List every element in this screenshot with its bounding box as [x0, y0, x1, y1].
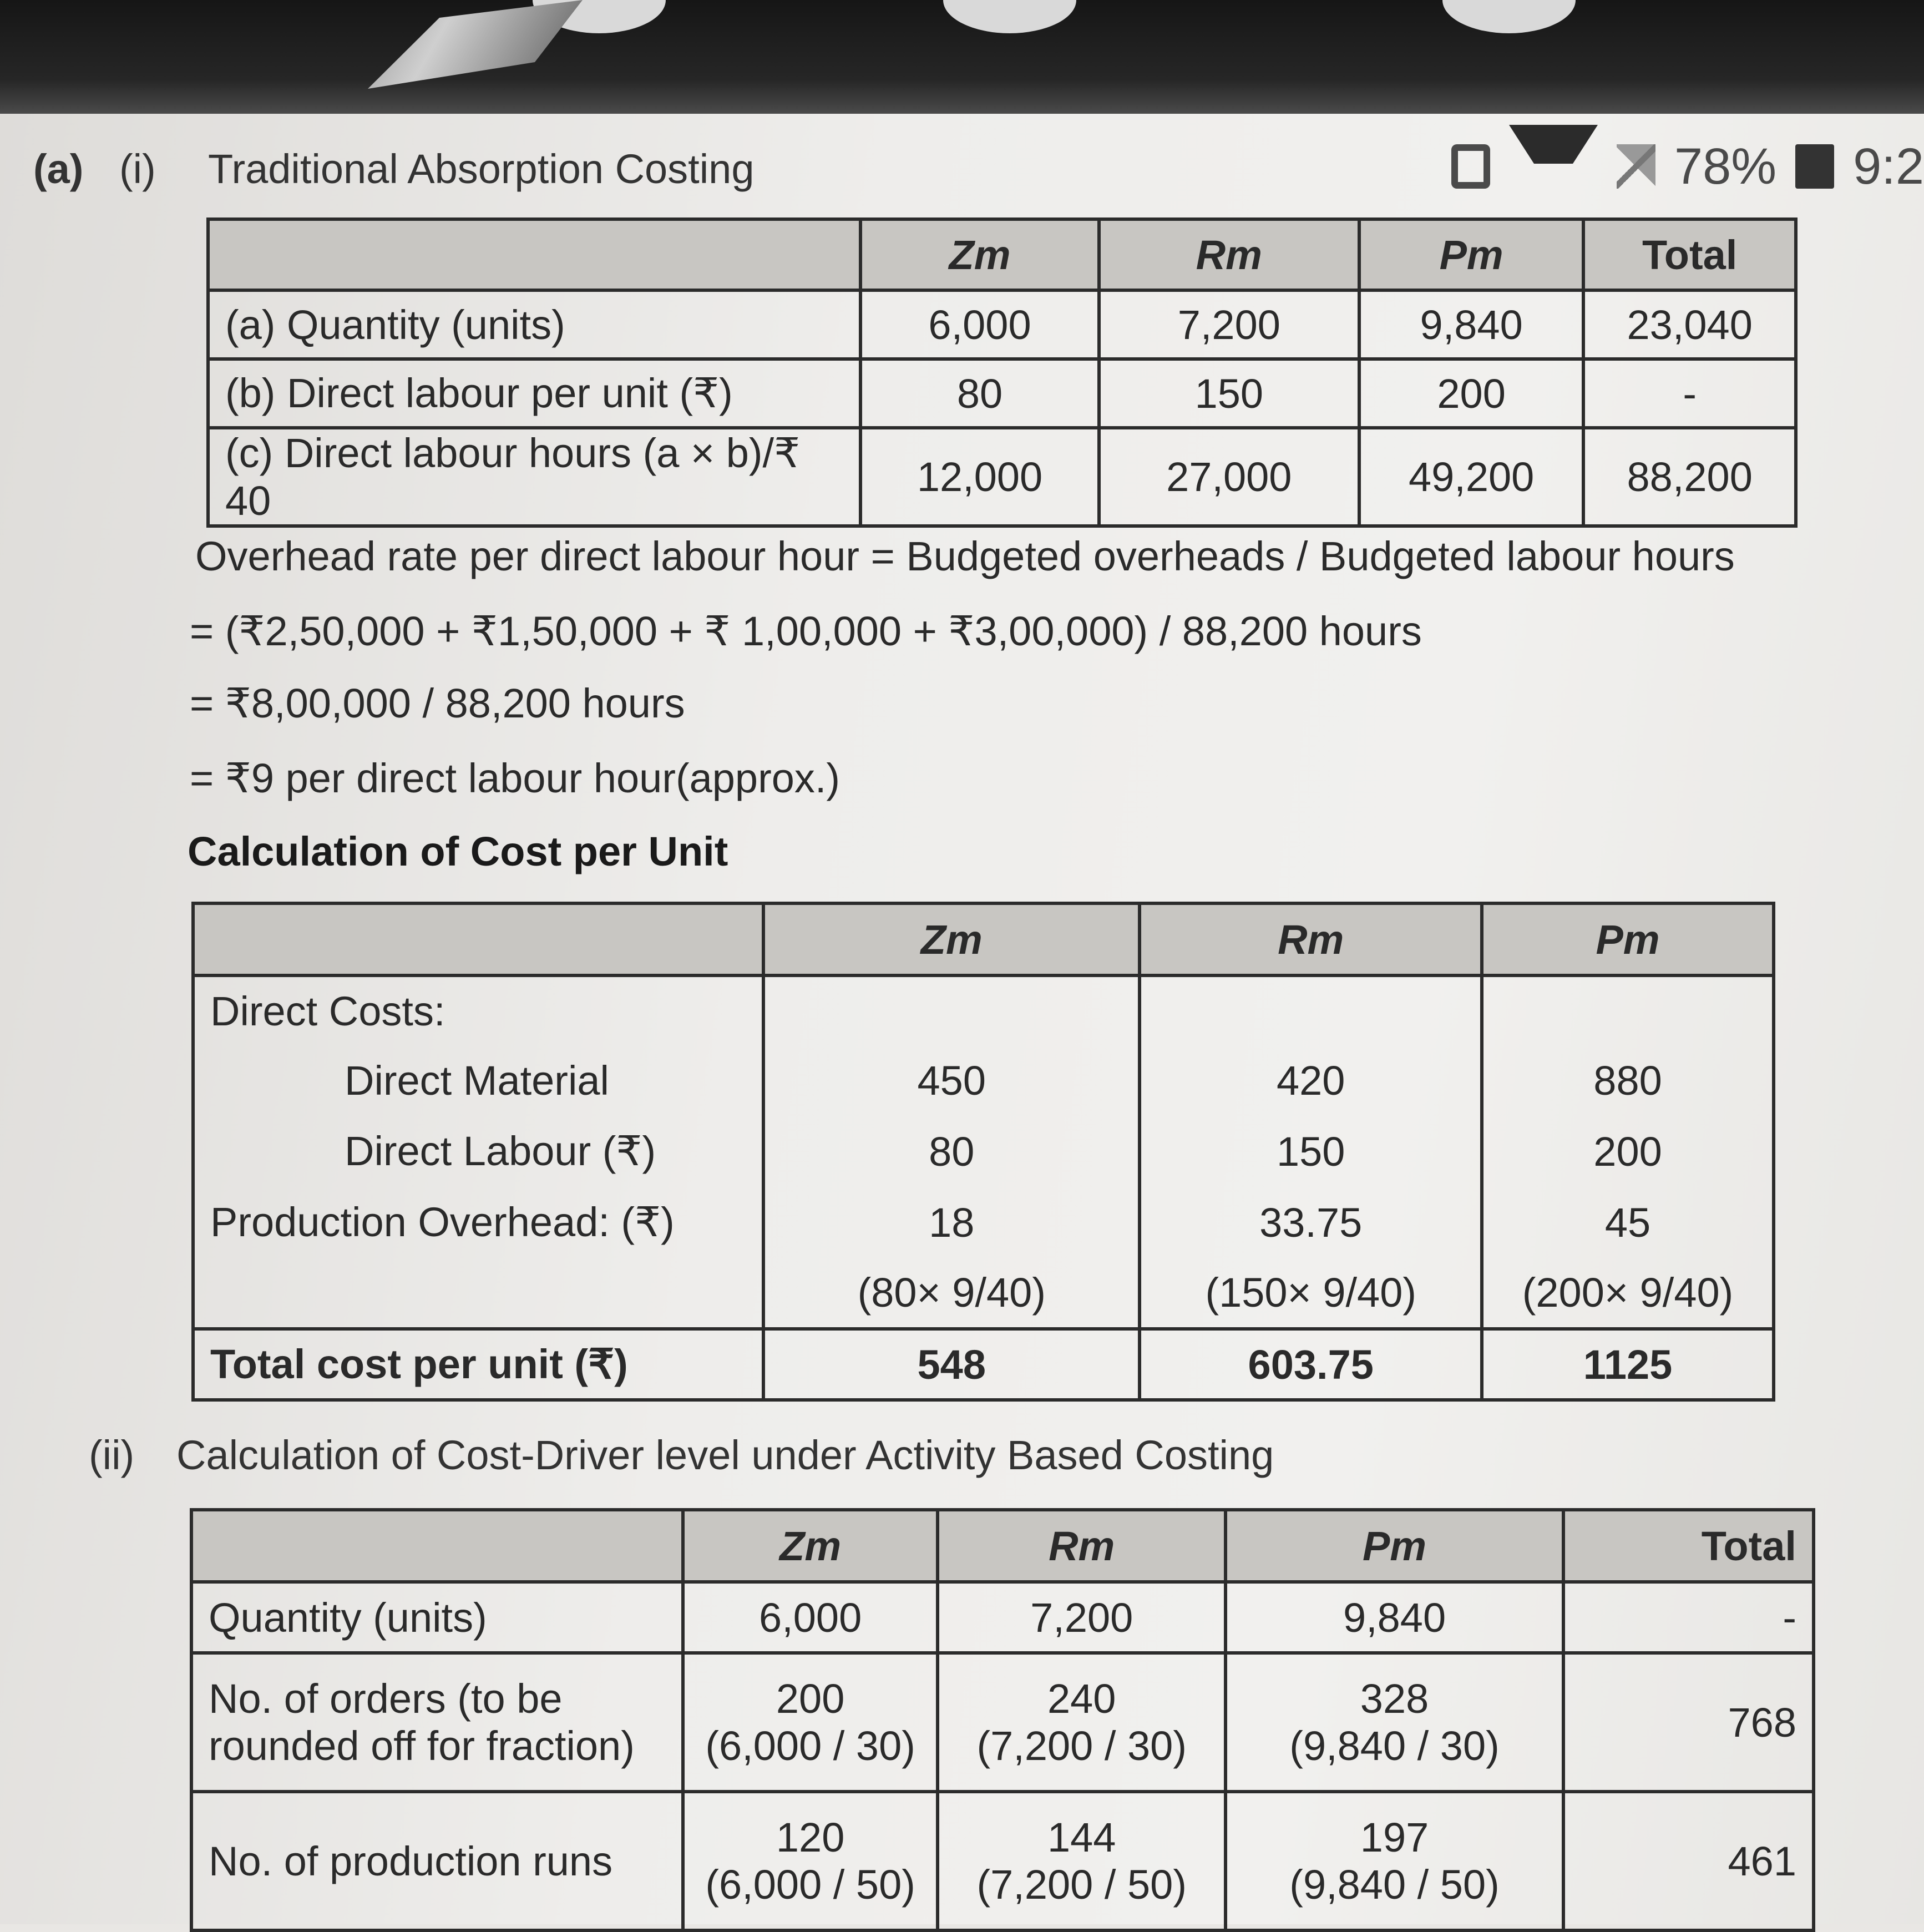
- table-cell: 33.75: [1140, 1187, 1482, 1258]
- cost-per-unit-title: Calculation of Cost per Unit: [188, 828, 728, 874]
- cell-value: 144: [1047, 1814, 1116, 1860]
- table-cell: (200× 9/40): [1482, 1258, 1774, 1329]
- decorative-shape: [344, 0, 583, 89]
- row-label: (c) Direct labour hours (a × b)/₹ 40: [208, 428, 860, 526]
- table-header: Total: [1583, 219, 1796, 290]
- camera-top-edge: [0, 0, 1924, 114]
- table-row: [208, 290, 1796, 359]
- table-cell: 200: [1359, 359, 1583, 428]
- cost-per-unit-table: [191, 902, 1775, 1402]
- row-label: Total cost per unit (₹): [193, 1329, 763, 1400]
- row-label: (b) Direct labour per unit (₹): [208, 359, 860, 428]
- table-cell: 7,200: [1099, 290, 1359, 359]
- cell-formula: (6,000 / 50): [705, 1862, 915, 1908]
- table-header: Rm: [1099, 219, 1359, 290]
- row-label: (a) Quantity (units): [208, 290, 860, 359]
- table-cell: 9,840: [1226, 1582, 1563, 1653]
- cell-formula: (7,200 / 30): [976, 1723, 1187, 1769]
- table-header: Pm: [1482, 903, 1774, 975]
- table-cell: [683, 1792, 938, 1930]
- overhead-rate-line: = ₹9 per direct labour hour(approx.): [190, 755, 841, 801]
- table-header: Zm: [683, 1510, 938, 1582]
- table-row: [193, 975, 1774, 1045]
- table-cell: 9,840: [1359, 290, 1583, 359]
- subsection-label: (i): [119, 146, 156, 192]
- table-cell: (80× 9/40): [763, 1258, 1140, 1329]
- row-label: Direct Labour (₹): [193, 1116, 763, 1187]
- overhead-rate-line: = ₹8,00,000 / 88,200 hours: [190, 680, 685, 726]
- no-signal-icon: [1617, 144, 1655, 189]
- table-cell: [938, 1653, 1226, 1792]
- cell-formula: (7,200 / 50): [976, 1862, 1187, 1908]
- cell-formula: (9,840 / 50): [1289, 1862, 1500, 1908]
- table-cell: -: [1563, 1582, 1814, 1653]
- row-label: [191, 1653, 683, 1792]
- table-cell: 12,000: [860, 428, 1098, 526]
- table-cell: 880: [1482, 1045, 1774, 1116]
- table-header: [191, 1510, 683, 1582]
- cell-value: 200: [776, 1676, 845, 1722]
- table-cell: 80: [860, 359, 1098, 428]
- table-header: Pm: [1359, 219, 1583, 290]
- table-row: [208, 359, 1796, 428]
- row-label: Production Overhead: (₹): [193, 1187, 763, 1258]
- row-label-line: rounded off for fraction): [209, 1723, 635, 1769]
- table-cell: 150: [1099, 359, 1359, 428]
- table-cell: [683, 1653, 938, 1792]
- table-header: Rm: [938, 1510, 1226, 1582]
- total-row: [193, 1329, 1774, 1400]
- table-row: [208, 428, 1796, 526]
- section-heading: Calculation of Cost-Driver level under Activity Based Costing: [176, 1432, 1274, 1478]
- row-label: No. of production runs: [191, 1792, 683, 1930]
- section-heading: Traditional Absorption Costing: [208, 146, 755, 192]
- table-header: [208, 219, 860, 290]
- overhead-rate-line: Overhead rate per direct labour hour = Budgeted overheads / Budgeted labour hours: [195, 533, 1735, 579]
- row-label: Direct Material: [193, 1045, 763, 1116]
- table-cell: 200: [1482, 1116, 1774, 1187]
- cost-driver-table: [190, 1508, 1815, 1932]
- table-row: [193, 1116, 1774, 1187]
- table-row: [191, 1582, 1814, 1653]
- table-cell: 23,040: [1583, 290, 1796, 359]
- table-cell: 1125: [1482, 1329, 1774, 1400]
- table-header: [193, 903, 763, 975]
- decorative-shape: [943, 0, 1076, 33]
- table-header: Pm: [1226, 1510, 1563, 1582]
- wifi-icon: [1509, 125, 1598, 208]
- section-label: (a): [33, 146, 84, 192]
- table-cell: [1226, 1792, 1563, 1930]
- table-header: Zm: [763, 903, 1140, 975]
- table-cell: 45: [1482, 1187, 1774, 1258]
- cell-value: 197: [1360, 1814, 1429, 1860]
- table-cell: 450: [763, 1045, 1140, 1116]
- table-cell: 7,200: [938, 1582, 1226, 1653]
- labour-hours-table: [206, 218, 1798, 528]
- table-cell: 461: [1563, 1792, 1814, 1930]
- table-cell: (150× 9/40): [1140, 1258, 1482, 1329]
- table-row: [191, 1792, 1814, 1930]
- table-cell: 603.75: [1140, 1329, 1482, 1400]
- table-cell: 6,000: [683, 1582, 938, 1653]
- status-bar: [1451, 136, 1924, 197]
- vibrate-icon: [1451, 144, 1490, 189]
- subsection-label: (ii): [89, 1432, 135, 1478]
- table-header: Total: [1563, 1510, 1814, 1582]
- table-header: Zm: [860, 219, 1098, 290]
- clock: 9:2: [1853, 138, 1924, 195]
- battery-icon: [1795, 144, 1834, 189]
- table-cell: 27,000: [1099, 428, 1359, 526]
- row-label: Quantity (units): [191, 1582, 683, 1653]
- table-cell: 18: [763, 1187, 1140, 1258]
- cell-value: 120: [776, 1814, 845, 1860]
- table-cell: [938, 1792, 1226, 1930]
- table-cell: 420: [1140, 1045, 1482, 1116]
- table-cell: 88,200: [1583, 428, 1796, 526]
- decorative-shape: [1442, 0, 1576, 33]
- cell-formula: (6,000 / 30): [705, 1723, 915, 1769]
- row-label-line: No. of orders (to be: [209, 1676, 563, 1722]
- cell-value: 240: [1047, 1676, 1116, 1722]
- table-cell: -: [1583, 359, 1796, 428]
- table-cell: 768: [1563, 1653, 1814, 1792]
- table-cell: 80: [763, 1116, 1140, 1187]
- table-row: [193, 1045, 1774, 1116]
- table-cell: [1226, 1653, 1563, 1792]
- table-header: Rm: [1140, 903, 1482, 975]
- table-row: [191, 1653, 1814, 1792]
- cell-formula: (9,840 / 30): [1289, 1723, 1500, 1769]
- battery-percent: 78%: [1674, 138, 1777, 195]
- row-label: Direct Costs:: [193, 975, 763, 1045]
- table-cell: 49,200: [1359, 428, 1583, 526]
- table-cell: 6,000: [860, 290, 1098, 359]
- table-cell: 150: [1140, 1116, 1482, 1187]
- cell-value: 328: [1360, 1676, 1429, 1722]
- table-cell: 548: [763, 1329, 1140, 1400]
- table-row: [193, 1187, 1774, 1258]
- table-row: [193, 1258, 1774, 1329]
- overhead-rate-line: = (₹2,50,000 + ₹1,50,000 + ₹ 1,00,000 + ₹3,00,000) / 88,200 hours: [190, 608, 1422, 654]
- row-label: [193, 1258, 763, 1329]
